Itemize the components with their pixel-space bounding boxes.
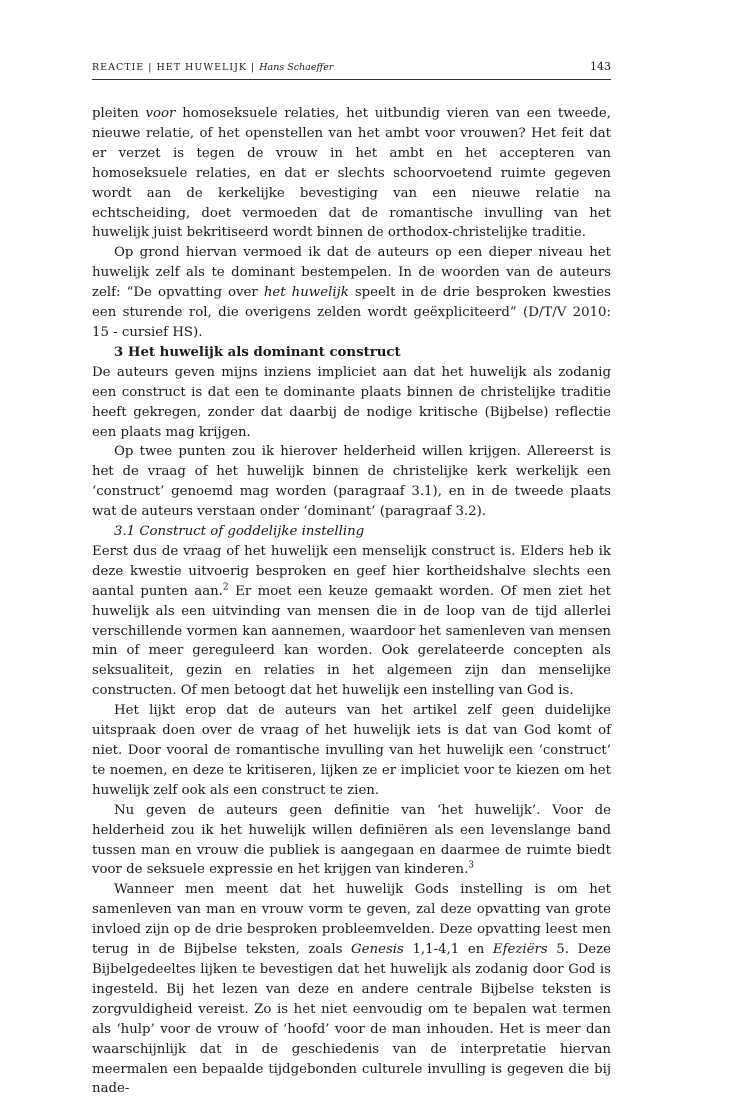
- page-number: 143: [590, 60, 611, 73]
- paragraph: De auteurs geven mijns inziens impliciet aan dat het huwelijk als zodanig een construct is dat een te dominante plaats binnen de christelijke traditie heeft gekregen, zonder dat daarbij de nodige kritische (Bijbelse) reflectie een plaats mag krijgen.: [92, 364, 611, 440]
- subsection-heading: 3.1 Construct of goddelijke instelling: [114, 524, 365, 540]
- running-head-section: REACTIE | HET HUWELIJK |: [92, 62, 256, 73]
- paragraph: Het lijkt erop dat de auteurs van het artikel zelf geen duidelijke uitspraak doen over de vraag of het huwelijk iets is dat van God komt of niet. Door vooral de romantische invulling van het huwelijk een ‘construct’ te noemen, en deze te kritiseren, lijken ze er impliciet voor te kiezen om het huwelijk zelf ook als een construct te zien.: [92, 703, 611, 798]
- body-text: [92, 104, 611, 1099]
- running-head-left: [92, 62, 333, 73]
- section-heading: 3 Het huwelijk als dominant construct: [114, 344, 401, 360]
- paragraph: Nu geven de auteurs geen definitie van ‘het huwelijk’. Voor de helderheid zou ik het huwelijk willen definiëren als een levenslange band tussen man en vrouw die publiek is aangegaan en daarmee de ruimte biedt voor de seksuele expressie en het krijgen van kinderen.$^3$: [92, 802, 611, 878]
- running-head-author: Hans Schaeffer: [259, 62, 334, 73]
- paragraph: Wanneer men meent dat het huwelijk Gods instelling is om het samenleven van man en vrouw vorm te geven, zal deze opvatting van grote invloed zijn op de drie besproken probleemvelden. Deze opvatting leest men terug in de Bijbelse teksten, zoals Genesis 1,1-4,1 en Efeziërs 5. Deze Bijbelgedeeltes lijken te bevestigen dat het huwelijk als zodanig door God is ingesteld. Bij het lezen van deze en andere centrale Bijbelse teksten is zorgvuldigheid vereist. Zo is het niet eenvoudig om te bepalen wat termen als ‘hulp’ voor de vrouw of ‘hoofd’ voor de man inhouden. Het is meer dan waarschijnlijk dat in de geschiedenis van de interpretatie hiervan meermalen een bepaalde tijdgebonden culturele invulling is gegeven die bij nade-: [92, 882, 611, 1097]
- footnote-ref[interactable]: 2: [222, 582, 229, 593]
- paragraph: Op grond hiervan vermoed ik dat de auteurs op een dieper niveau het huwelijk zelf als te dominant bestempelen. In de woorden van de auteurs zelf: “De opvatting over het huwelijk speelt in de drie besproken kwesties een sturende rol, die overigens zelden wordt geëxpliciteerd” (D/T/V 2010: 15 - cursief HS).: [92, 245, 611, 340]
- footnote-ref[interactable]: 3: [468, 861, 475, 872]
- running-head: [92, 60, 611, 73]
- paragraph: Op twee punten zou ik hierover helderheid willen krijgen. Allereerst is het de vraag of het huwelijk binnen de christelijke kerk werkelijk een ‘construct’ genoemd mag worden (paragraaf 3.1), en in de tweede plaats wat de auteurs verstaan onder ‘dominant’ (paragraaf 3.2).: [92, 444, 611, 520]
- header-rule: [92, 79, 611, 80]
- paragraph: Eerst dus de vraag of het huwelijk een menselijk construct is. Elders heb ik deze kwestie uitvoerig besproken en geef hier kortheidshalve slechts een aantal punten aan.$^2$ Er moet een keuze gemaakt worden. Of men ziet het huwelijk als een uitvinding van mensen die in de loop van de tijd allerlei verschillende vormen kan aannemen, waardoor het samenleven van mensen min of meer gereguleerd kan worden. Ook gerelateerde concepten als seksualiteit, gezin en relaties in het algemeen zijn dan menselijke constructen. Of men betoogt dat het huwelijk een instelling van God is.: [92, 543, 612, 699]
- paragraph: pleiten voor homoseksuele relaties, het uitbundig vieren van een tweede, nieuwe relatie, of het openstellen van het ambt voor vrouwen? Het feit dat er verzet is tegen de vrouw in het ambt en het accepteren van homoseksuele relaties, en dat er slechts schoorvoetend ruimte gegeven wordt aan de kerkelijke bevestiging van een nieuwe relatie na echtscheiding, doet vermoeden dat de romantische invulling van het huwelijk juist bekritiseerd wordt binnen de orthodox-christelijke traditie.: [92, 106, 612, 241]
